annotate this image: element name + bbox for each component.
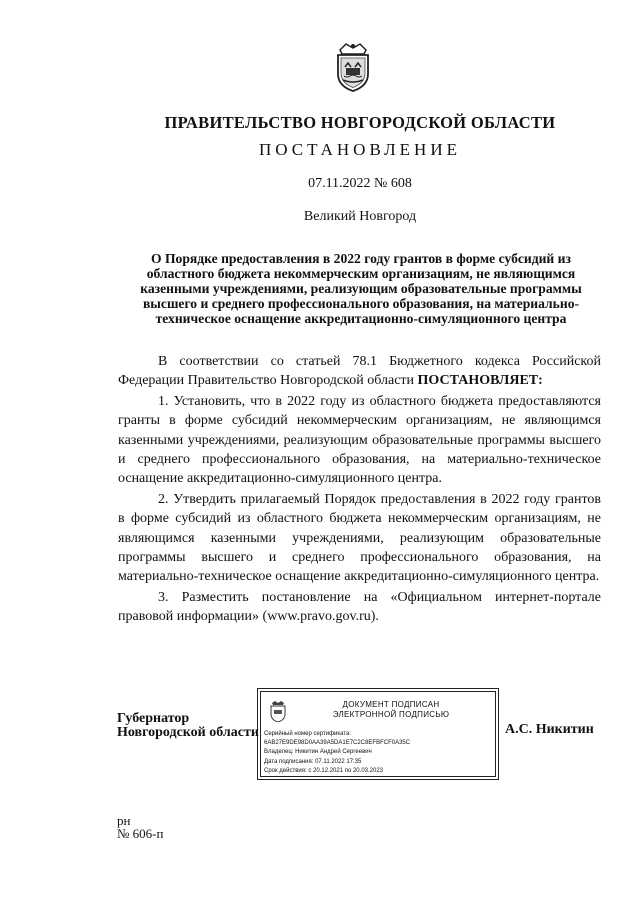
title-line: областного бюджета некоммерческим организациям, не являющимся	[146, 266, 576, 281]
signatory-position	[117, 712, 259, 740]
stamp-heading-line: ЭЛЕКТРОННОЙ ПОДПИСЬЮ	[332, 710, 450, 719]
preamble-paragraph	[118, 352, 601, 391]
title-line: техническое оснащение аккредитационно-симуляционного центра	[155, 311, 567, 326]
position-line: Губернатор	[117, 711, 190, 726]
date-number: 07.11.2022 № 608	[308, 176, 412, 191]
novgorod-coat-of-arms-icon	[334, 42, 372, 92]
preamble-text: В соответствии со статьей 78.1 Бюджетного кодекса Российской Федерации Правительство Новгородской области	[118, 354, 601, 389]
signatory-name: А.С. Никитин	[505, 722, 594, 737]
title-line: высшего и среднего профессионального образования, на материально-	[142, 296, 580, 311]
electronic-signature-stamp	[257, 688, 499, 780]
position-line: Новгородской области	[117, 725, 259, 740]
item-paragraph-1: 1. Установить, что в 2022 году из областного бюджета предоставляются гранты в форме субсидий некоммерческим организациям, не являющимся казенными учреждениями, реализующим образовательные программы высшего и среднего профессионального образования, на материально-техническое оснащение аккредитационно-симуляционного центра.	[118, 393, 601, 487]
document-body	[118, 352, 601, 627]
document-kind: ПОСТАНОВЛЕНИЕ	[258, 140, 461, 159]
cert-owner: Владелец: Никитин Андрей Сергеевич	[264, 749, 372, 756]
executor-initials: рн	[117, 813, 131, 828]
cert-validity: Срок действия: с 20.12.2021 по 20.03.2023	[264, 767, 384, 774]
item-paragraph-2: 2. Утвердить прилагаемый Порядок предоставления в 2022 году грантов в форме субсидий из областного бюджета некоммерческим организациям, не являющимся казенными учреждениями, реализующим образовательные программы высшего и среднего профессионального образования, на материально-техническое оснащение аккредитационно-симуляционного центра.	[118, 491, 601, 585]
government-heading: ПРАВИТЕЛЬСТВО НОВГОРОДСКОЙ ОБЛАСТИ	[164, 113, 556, 132]
cert-label: Серийный номер сертификата:	[264, 731, 352, 737]
footer-ref	[117, 814, 163, 840]
city: Великий Новгород	[303, 209, 417, 224]
item-paragraph-3: 3. Разместить постановление на «Официальном интернет-портале правовой информации» (www.pravo.gov.ru).	[118, 589, 601, 625]
signed-date: Дата подписания: 07.11.2022 17:35	[264, 758, 362, 765]
cert-number: 6AB27E9DE98D0AA39A5DA1E7C2C8EFBFCF0A35C	[264, 740, 411, 747]
document-title	[116, 251, 606, 326]
internal-number: № 606-п	[117, 826, 164, 841]
stamp-heading	[291, 700, 491, 720]
stamp-heading-line: ДОКУМЕНТ ПОДПИСАН	[342, 700, 440, 709]
coat-of-arms-small-icon	[269, 700, 287, 722]
title-line: О Порядке предоставления в 2022 году грантов в форме субсидий из	[151, 251, 571, 266]
stamp-details	[264, 730, 410, 776]
resolves-keyword: ПОСТАНОВЛЯЕТ:	[417, 373, 543, 389]
title-line: казенными учреждениями, реализующим образовательные программы	[140, 281, 582, 296]
